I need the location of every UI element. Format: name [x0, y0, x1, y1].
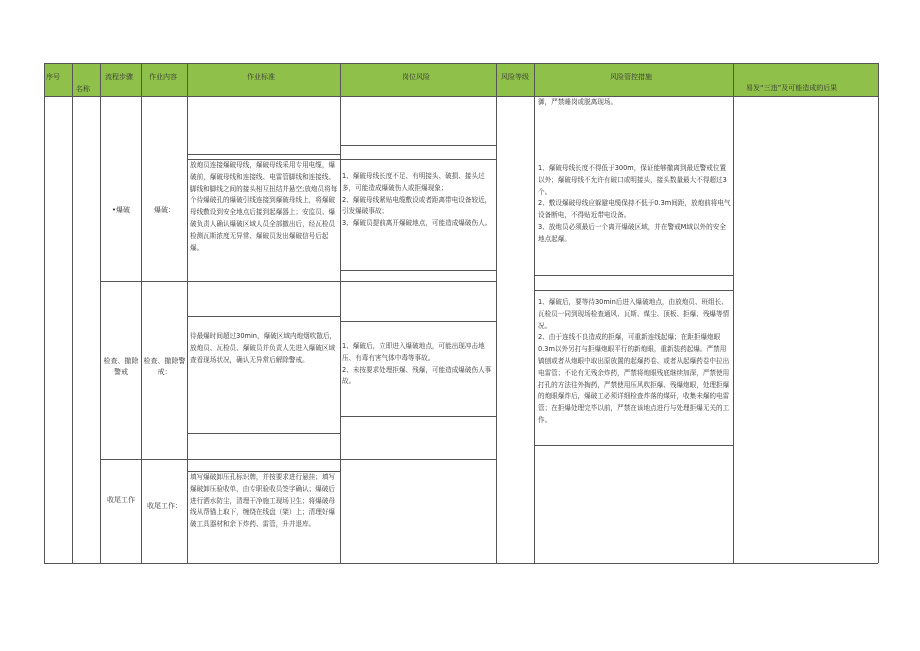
row-1-content: 爆破： — [154, 206, 175, 214]
grid-line — [340, 321, 496, 322]
header-measures: 风险管控措施 — [610, 73, 652, 81]
grid-line — [878, 63, 879, 563]
header-standard: 作业标准 — [247, 73, 275, 81]
grid-line — [44, 96, 878, 97]
grid-line — [187, 433, 340, 434]
grid-line — [100, 63, 101, 563]
header-level: 风险等级 — [501, 73, 529, 81]
grid-line — [534, 275, 733, 276]
grid-line — [340, 416, 496, 417]
grid-line — [44, 63, 878, 64]
grid-line — [72, 63, 73, 563]
grid-line — [534, 63, 535, 563]
row-1-standard: 放炮员连接爆破母线，爆破母线采用专用电缆，爆破前，爆破母线和连接线、电雷管脚线和连接线、脚线和脚线之间的接头相互扭结并悬空;放炮员将每个待爆破孔的爆破引线连接到爆破母线上，将爆破母线敷设到安全地点后接到起爆器上；安监员、爆破负责人确认爆破区域人员全部撤出后，经瓦检员检测瓦斯浓度无异常、爆破员发出爆破信号后起爆。 — [190, 161, 338, 252]
header-name: 名称 — [76, 85, 90, 93]
header-consequence: 易发“三违”及可能造成的后果 — [746, 84, 838, 92]
row-1-measures: 1、爆破母线长度不得低于300m，保证能够撤离到最近警戒位置以外；爆破母线不允许有破口或明接头，接头数量最大不得超过3个。 2、敷设爆破母线应躲避电缆保持不低于0.3m间距，放炮前将电气设备断电，不得贴近带电设备。 3、放炮员必须最后一个离开爆破区域，并在警戒M域以外的安全地点起爆。 — [538, 164, 731, 243]
row-3-content: 收尾工作： — [147, 502, 182, 510]
grid-line — [44, 563, 878, 564]
grid-line — [340, 63, 341, 563]
grid-line — [100, 459, 496, 460]
row-1-risk: 1、爆破母线长度不足、有明接头、破损、接头过多，可能造成爆破伤人或拒爆现象； 2、爆破母线紧贴电缆敷设或者距离带电设备较近，引发爆破事故； 3、爆破员提前离开爆破地点，可能造成爆破伤人。 — [342, 172, 492, 228]
grid-line — [100, 281, 496, 282]
grid-line — [340, 270, 496, 271]
grid-line — [733, 63, 734, 563]
row-0-measures: 御，严禁睡岗或脱离现场。 — [538, 98, 618, 106]
grid-line — [187, 316, 340, 317]
row-3-step: 收尾工作 — [107, 496, 135, 504]
header-step: 流程步骤 — [105, 73, 133, 81]
grid-line — [44, 63, 45, 563]
row-3-standard: 填写爆破卸压孔标识牌，并按要求进行悬挂；填写爆破卸压验收单，由专职验收员签字确认；爆破后进行洒水防尘，清理干净施工现场卫生；将爆破母线从帮锚上取下，缠绕在线盘（架）上；清理好爆破工具器材和余下炸药、雷管，升井退库。 — [190, 473, 336, 529]
header-content: 作业内容 — [149, 73, 177, 81]
grid-line — [496, 63, 497, 563]
row-2-standard: 待最爆时间超过30min，爆破区域内炮烟吹散后，放炮员、瓦检员、爆破员并负责人先进入爆破区域查看现场状况，确认无异常后解除警戒。 — [190, 332, 337, 364]
grid-line — [340, 145, 496, 146]
grid-line — [534, 445, 733, 446]
grid-line — [534, 290, 733, 291]
risk-control-table — [44, 63, 878, 563]
row-1-step: •爆破 — [111, 206, 131, 214]
grid-line — [141, 63, 142, 563]
header-seq: 序号 — [46, 73, 60, 81]
row-2-content: 检查、撤除警戒： — [143, 357, 186, 376]
grid-line — [187, 63, 188, 563]
header-risk: 岗位风险 — [402, 73, 430, 81]
row-2-step: 检查、撤除警戒 — [103, 357, 139, 376]
grid-line — [187, 154, 340, 155]
row-2-risk: 1、爆破后，立即进入爆破地点，可能出现冲击地压、有毒有害气体中毒等事故。 2、未按要求处理拒爆、残爆，可能造成爆破伤人事故。 — [342, 342, 492, 386]
row-2-measures: 1、爆破后，要等待30min后进入爆破地点，由放炮员、班组长、瓦检员一同到现场检查通风、瓦斯、煤尘、顶板、拒爆、残爆等情况。 2、由于连线不良造成的拒爆，可重新连线起爆；在距拒爆炮眼0.3m以外另打与拒爆炮眼平行的新炮眼，重新装药起爆。严禁用镐刨或者从炮眼中取出原放置的起爆药卷、或者从起爆药卷中拉出电雷管；不论有无残余炸药，严禁将炮眼残底继续加深，严禁使用打孔的方法往外掏药，严禁使用压风吹拒爆、残爆炮眼，处理拒爆的炮眼爆炸后，爆破工必须详细检查炸落的煤矸，收集未爆的电雷管；在拒爆处理完毕以前，严禁在该地点进行与处理拒爆无关的工作。 — [538, 298, 730, 424]
